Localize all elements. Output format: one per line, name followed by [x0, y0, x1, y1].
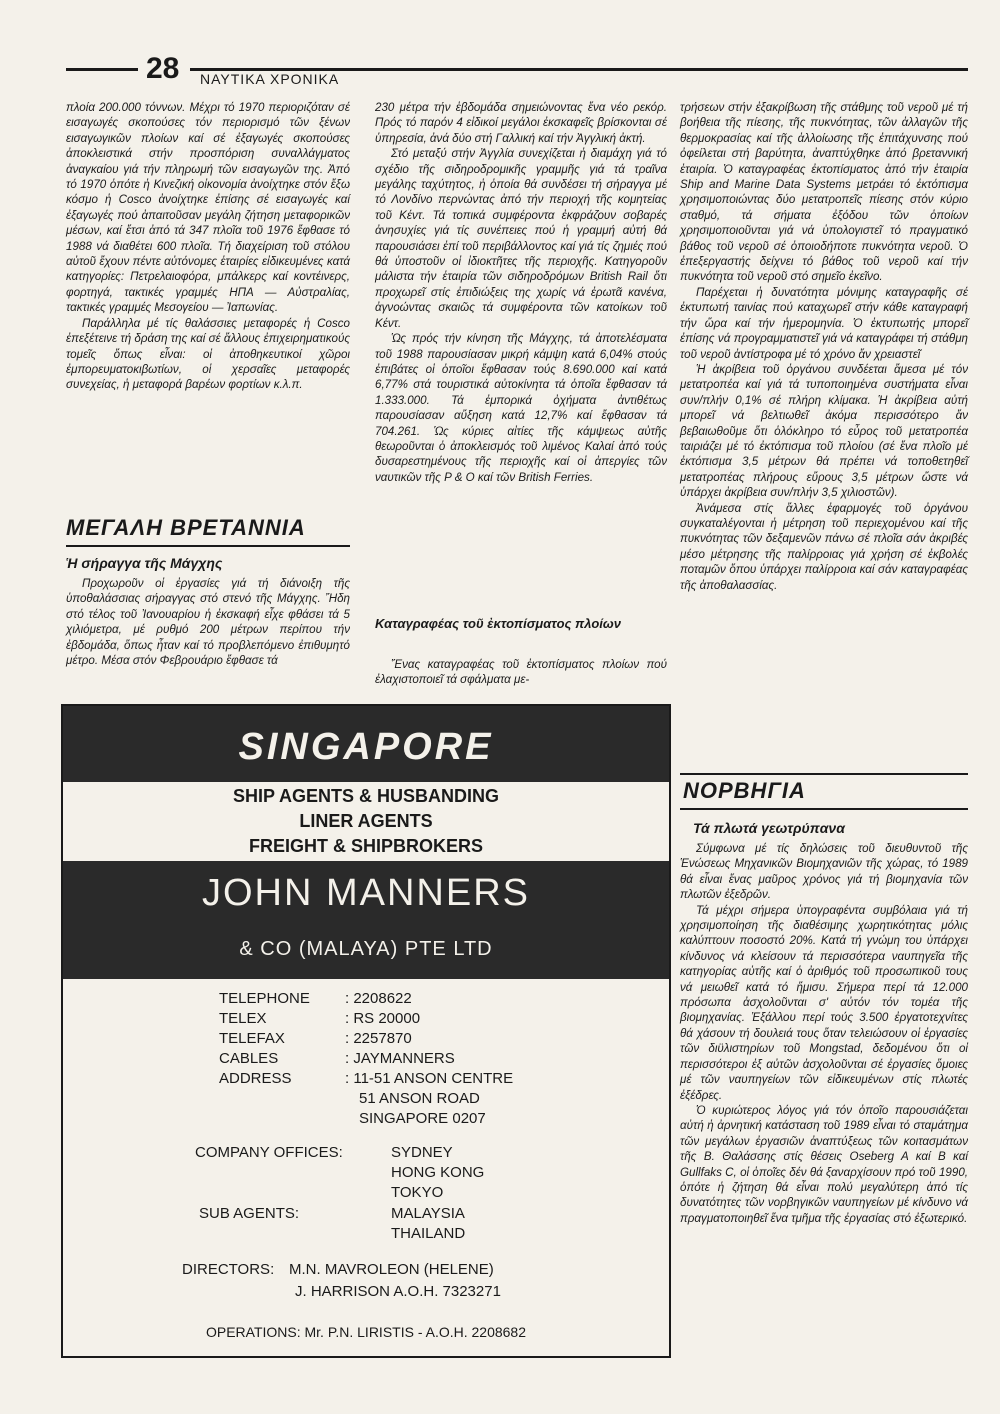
ad-contact-value: : 11-51 ANSON CENTRE [345, 1070, 514, 1087]
paragraph: τρήσεων στήν ἐξακρίβωση τῆς στάθμης τοῦ νεροῦ μέ τή βοήθεια τῆς πίεσης, τῆς πυκνότητας, τῶν ἀλλαγῶν τῆς θερμοκρασίας καί τῆς ἀλλοίωσης τῆς ἐπιτάχυνσης πού ὀφείλεται στή βαρύτητα, ἀναπτύχθηκε ἀπό βρεταννική ἑταιρία. Ὁ καταγραφέας ἐκτοπίσματος ἀπό τήν ἑταιρία Ship and Marine Data Systems μετράει τό ἐκτόπισμα χρησιμοποιώντας δύο μετατροπεῖς πίεσης στόν κύριο σταθμό, τά σήματα ἐξόδου τῶν ὁποίων χρησιμοποιοῦνται γιά νά ὑπολογιστεῖ τό πραγματικό βάθος τοῦ νεροῦ σέ ὁποιοδήποτε πυκνότητα νεροῦ. Ὁ ἐπεξεργαστής δείχνει τό βάθος τοῦ νεροῦ καί τήν πυκνότητα τοῦ νεροῦ στό σημεῖο ἐκεῖνο. [680, 101, 968, 284]
column-2-bottom [375, 657, 667, 688]
ad-office: SYDNEY [391, 1144, 453, 1161]
ad-contact-value: : 2208622 [345, 990, 412, 1007]
section-rule [680, 773, 968, 775]
column-2-top [375, 100, 667, 485]
ad-title: SINGAPORE [238, 726, 494, 768]
paragraph: Ἡ ἀκρίβεια τοῦ ὀργάνου συνδέεται ἄμεσα μέ τόν μετατροπέα καί γιά τά τυποποιημένα συστήματα εἶναι συν/πλήν 0,1% σέ πλήρη κλίμακα. Ἡ ἀκρίβεια αὐτή μπορεῖ νά βελτιωθεῖ ἀκόμα περισσότερο ἄν βεβαιωθοῦμε ὅτι ὁλόκληρο τό εὖρος τοῦ μετατροπέα ταιριάζει μέ τό ἐκτόπισμα τοῦ πλοίου (σέ ἕνα πλοῖο μέ ἐκτόπισμα 3,5 μέτρων θά πρέπει νά τοποθετηθεῖ μετατροπέας πλήρους εὔρους 3,5 μέτρων ὥστε νά ὑπάρχει ἀκρίβεια συν/πλήν 3,5 χιλιοστῶν). [680, 362, 968, 500]
ad-sub-agent: THAILAND [391, 1225, 466, 1242]
paragraph: Σύμφωνα μέ τίς δηλώσεις τοῦ διευθυντοῦ τῆς Ἑνώσεως Μηχανικῶν Βιομηχανιῶν τῆς χώρας, τό 1989 θά εἶναι ἕνας μαῦρος χρόνος γιά τή βιομηχανία τῶν πλωτῶν ἐξεδρῶν. [680, 842, 968, 902]
section-rule [680, 808, 968, 810]
ad-director: M.N. MAVROLEON (HELENE) [289, 1261, 494, 1278]
header-rule-left [66, 68, 138, 71]
subtitle-channel-tunnel: Ἡ σήραγγα τῆς Μάγχης [66, 555, 223, 571]
ad-office: TOKYO [391, 1184, 444, 1201]
paragraph: Ὁ κυριώτερος λόγος γιά τόν ὁποῖο παρουσιάζεται αὐτή ἡ ἀρνητική κατάσταση τοῦ 1989 εἶναι τό σταμάτημα τῶν μεγάλων ἐργασιῶν ἀναπτύξεως τῶν κοιτασμάτων τῆς Β. Θαλάσσης στίς θέσεις Oseberg A καί B καί Gullfaks C, οἱ ὁποῖες δέν θά ξαναρχίσουν πρό τοῦ 1990, ὁπότε ἡ ζήτηση θά εἶναι πολύ μεγαλύτερη ἀπό τίς δυνατότητες τῶν νορβηγικῶν ναυπηγείων μέ κίνδυνο νά πραγματοποιηθεῖ ἕνα τμῆμα τῆς ἐργασίας στό ἐξωτερικό. [680, 1103, 968, 1225]
ad-company-offices-label: COMPANY OFFICES: [195, 1144, 343, 1161]
ad-contact-label: CABLES [219, 1050, 279, 1067]
ad-sub-agent: MALAYSIA [391, 1205, 465, 1222]
ad-address-line: SINGAPORE 0207 [359, 1110, 486, 1127]
ad-contact-label: TELEFAX [219, 1030, 285, 1047]
ad-contact-value: : JAYMANNERS [345, 1050, 455, 1067]
ad-office: HONG KONG [391, 1164, 485, 1181]
paragraph: Ὡς πρός τήν κίνηση τῆς Μάγχης, τά ἀποτελέσματα τοῦ 1988 παρουσίασαν μικρή κάμψη κατά 6,04% στούς ἐπιβάτες οἱ ὁποῖοι ἔφθασαν τούς 8.690.000 καί κατά 6,77% στά τουριστικά αὐτοκίνητα τά ὁποῖα ἔφθασαν τά 1.333.000. Τά ἐμπορικά ὀχήματα ἀντιθέτως παρουσίασαν αὔξηση κατά 12,7% καί ἔφθασαν τά 704.261. Ὡς κύριες αἰτίες τῆς κάμψεως αὐτῆς θεωροῦνται ὁ ἀποκλεισμός τοῦ λιμένος Καλαί ἀπό τούς δυσαρεστημένους τῆς περιοχῆς καί οἱ ἀπεργίες τῶν ναυτικῶν τῆς P & O καί τῶν British Ferries. [375, 332, 667, 484]
paragraph: 230 μέτρα τήν ἑβδομάδα σημειώνοντας ἕνα νέο ρεκόρ. Πρός τό παρόν 4 εἰδικοί μεγάλοι ἐκσκαφεῖς βρίσκονται σέ ὑπηρεσία, ἀνά δύο στή Γαλλική καί τήν Ἀγγλική ἀκτή. [375, 101, 667, 145]
paragraph: Στό μεταξύ στήν Ἀγγλία συνεχίζεται ἡ διαμάχη γιά τό σχέδιο τῆς σιδηροδρομικῆς γραμμῆς γιά τά τραῖνα μεγάλης ταχύτητος, ἡ ὁποία θά συνδέσει τή σήραγγα μέ τό Λονδίνο περνώντας ἀπό τήν περιοχή τῆς κομητείας τοῦ Κέντ. Τά τοπικά συμφέροντα ἐκφράζουν σοβαρές ἀνησυχίες γιά τίς συνέπειες πού ἡ γραμμή αὐτή θά παρουσιάσει ἐπί τοῦ περιβάλλοντος καί γιά τίς ζημιές πού θά ὑποστοῦν οἱ ἰδιοκτῆτες τῆς περιοχῆς. Κατηγοροῦν μάλιστα τήν ἑταιρία τῶν σιδηροδρόμων British Rail ὅτι προχωρεῖ στίς ἐπιδιώξεις της χωρίς νά ἐρωτᾶ κανένα, ἀγνοώντας σκαιῶς τά συμφέροντα τῶν κατοίκων τοῦ Κέντ. [375, 147, 667, 330]
ad-services [83, 782, 649, 863]
subtitle-floating-rigs: Τά πλωτά γεωτρύπανα [693, 820, 845, 836]
paragraph: πλοία 200.000 τόννων. Μέχρι τό 1970 περιοριζόταν σέ εισαγωγές σκοπούσες τόν περιορισμό τῶν ξένων εισαγωγικῶν πλοίων καί σέ ἐξαγωγές σκοπούσες ἀποκλειστικά στήν προσπόριση συναλλάγματος ἀναγκαίου γιά τήν πληρωμή τῶν εισαγωγῶν της. Ἀπό τό 1970 ὁπότε ἡ Κινεζική οἰκονομία ἀνοίχτηκε στόν ἔξω κόσμο ἡ Cosco ἀνοίχτηκε ἐπίσης σέ εισαγωγές καί ἐξαγωγές πού ἀπαιτοῦσαν μεγάλη ζήτηση μεταφορικῶν μέσων, καί ἔτσι ἀπό τά 347 πλοῖα τοῦ 1976 ἔφθασε τό 1988 νά διαθέτει 600 πλοῖα. Τή διαχείριση τοῦ στόλου αὐτοῦ ἔχουν πέντε αὐτόνομες ἑταιρίες εἰδικευμένες κατά κατηγορίες: Πετρελαιοφόρα, μπάλκερς καί κοντέινερς, φορτηγά, τακτικές γραμμές ΗΠΑ — Αὐστραλίας, τακτικές γραμμές Μεσογείου — Ἰαπωνίας. [66, 101, 350, 315]
column-1-bottom [66, 576, 350, 668]
ad-operations: OPERATIONS: Mr. P.N. LIRISTIS - A.O.H. 2208682 [205, 1324, 527, 1340]
ad-service-line: SHIP AGENTS & HUSBANDING [232, 786, 500, 806]
ad-contact-label: ADDRESS [219, 1070, 292, 1087]
ad-directors-label: DIRECTORS: [182, 1261, 275, 1278]
column-3-bottom [680, 841, 968, 1226]
ad-service-line: FREIGHT & SHIPBROKERS [248, 836, 484, 856]
advertisement-john-manners [61, 704, 671, 1358]
magazine-title: ΝΑΥΤΙΚΑ ΧΡΟΝΙΚΑ [200, 71, 340, 87]
paragraph: Ἕνας καταγραφέας τοῦ ἐκτοπίσματος πλοίων πού ἐλαχιστοποιεῖ τά σφάλματα με- [375, 658, 667, 687]
subtitle-displacement-recorder: Καταγραφέας τοῦ ἐκτοπίσματος πλοίων [375, 616, 621, 631]
ad-director: J. HARRISON A.O.H. 7323271 [295, 1283, 501, 1300]
section-title-great-britain: ΜΕΓΑΛΗ ΒΡΕΤΑΝΝΙΑ [66, 515, 306, 540]
ad-sub-agents-label: SUB AGENTS: [199, 1205, 300, 1222]
column-3-top [680, 100, 968, 593]
section-title-norway: ΝΟΡΒΗΓΙΑ [683, 778, 806, 803]
ad-service-line: LINER AGENTS [299, 811, 433, 831]
column-1-top [66, 100, 350, 393]
paragraph: Τά μέχρι σήμερα ὑπογραφέντα συμβόλαια γιά τή χρησιμοποίηση τῆς διαθέσιμης χωρητικότητας μόλις καλύπτουν ποσοστό 20%. Κατά τή γνώμη του ὑπάρχει κίνδυνος νά κλείσουν τά περισσότερα ναυπηγεῖα τῆς κατηγορίας αὐτῆς καί ὁ ἀριθμός τοῦ προσωπικοῦ τους νά μειωθεῖ κατά τό ἥμισυ. Σήμερα περί τά 12.000 πρόσωπα ἀσχολοῦνται σ' αὐτόν τόν τομέα τῆς βιομηχανίας. Ἐξάλλου περί τούς 3.500 ἐργατοτεχνίτες θά χάσουν τή δουλειά τους ὅταν τελειώσουν οἱ ἐργασίες τῶν διϋλιστηρίων τοῦ Mongstad, δεδομένου ὅτι οἱ περισσότεροι ἐξ αὐτῶν ἀσχολοῦνται σέ ἐργασίες ὅμοιες μέ τῶν ναυπηγείων τῶν εἰδικευμένων στίς πλωτές ἐξέδρες. [680, 903, 968, 1102]
ad-contact-label: TELEX [219, 1010, 267, 1027]
paragraph: Παρέχεται ἡ δυνατότητα μόνιμης καταγραφῆς σέ ἐκτυπωτή ταινίας πού καταχωρεῖ στήν κάθε καταγραφή τήν ὥρα καί τήν ἡμερομηνία. Ὁ ἐκτυπωτής μπορεῖ ἐπίσης νά προγραμματιστεῖ γιά νά καταγράφει τή στάθμη τοῦ νεροῦ ἀντίστροφα μέ τό χρόνο ἄν χρειαστεῖ [680, 285, 968, 361]
ad-address-line: 51 ANSON ROAD [359, 1090, 480, 1107]
ad-contact-value: : RS 20000 [345, 1010, 421, 1027]
ad-company-name: JOHN MANNERS [201, 872, 531, 914]
section-rule [66, 545, 350, 547]
ad-contact-value: : 2257870 [345, 1030, 412, 1047]
page-number: 28 [146, 52, 180, 85]
paragraph: Προχωροῦν οἱ ἐργασίες γιά τή διάνοιξη τῆς ὑποθαλάσσιας σήραγγας στό στενό τῆς Μάγχης. Ἤδη στό τέλος τοῦ Ἰανουαρίου ἡ ἐκσκαφή εἶχε φθάσει τά 5 χιλιόμετρα, μέ ρυθμό 200 μέτρων περίπου τήν ἑβδομάδα, ὅπως ἦταν καί τό προβλεπόμενο ἐπιθυμητό μέτρο. Μέσα στόν Φεβρουάριο ἔφθασε τά [66, 577, 350, 668]
paragraph: Παράλληλα μέ τίς θαλάσσιες μεταφορές ἡ Cosco ἐπεξέτεινε τή δράση της καί σέ ἄλλους ἐπιχειρηματικούς τομεῖς ὅπως εἶναι: οἱ ἀποθηκευτικοί χῶροι ἐμπορευματοκιβωτίων, οἱ χερσαῖες μεταφορές συνεχείας, ἡ μεταφορά βαρέων φορτίων κ.λ.π. [66, 316, 350, 392]
paragraph: Ἀνάμεσα στίς ἄλλες ἐφαρμογές τοῦ ὀργάνου συγκαταλέγονται ἡ μέτρηση τοῦ περιεχομένου καί τῆς πυκνότητας τῶν δεξαμενῶν πάνω σέ πλοῖα σάν ἀκριβές μέσο μέτρησης τῆς παλίρροιας γιά χρήση σέ ἐκβολές ποταμῶν ὅπου ὑπάρχει παλίρροια καί σάν καταγραφέας τῆς ἀποθαλασσίας. [680, 501, 968, 592]
ad-contact-label: TELEPHONE [219, 990, 310, 1007]
ad-company-suffix: & CO (MALAYA) PTE LTD [239, 938, 493, 960]
